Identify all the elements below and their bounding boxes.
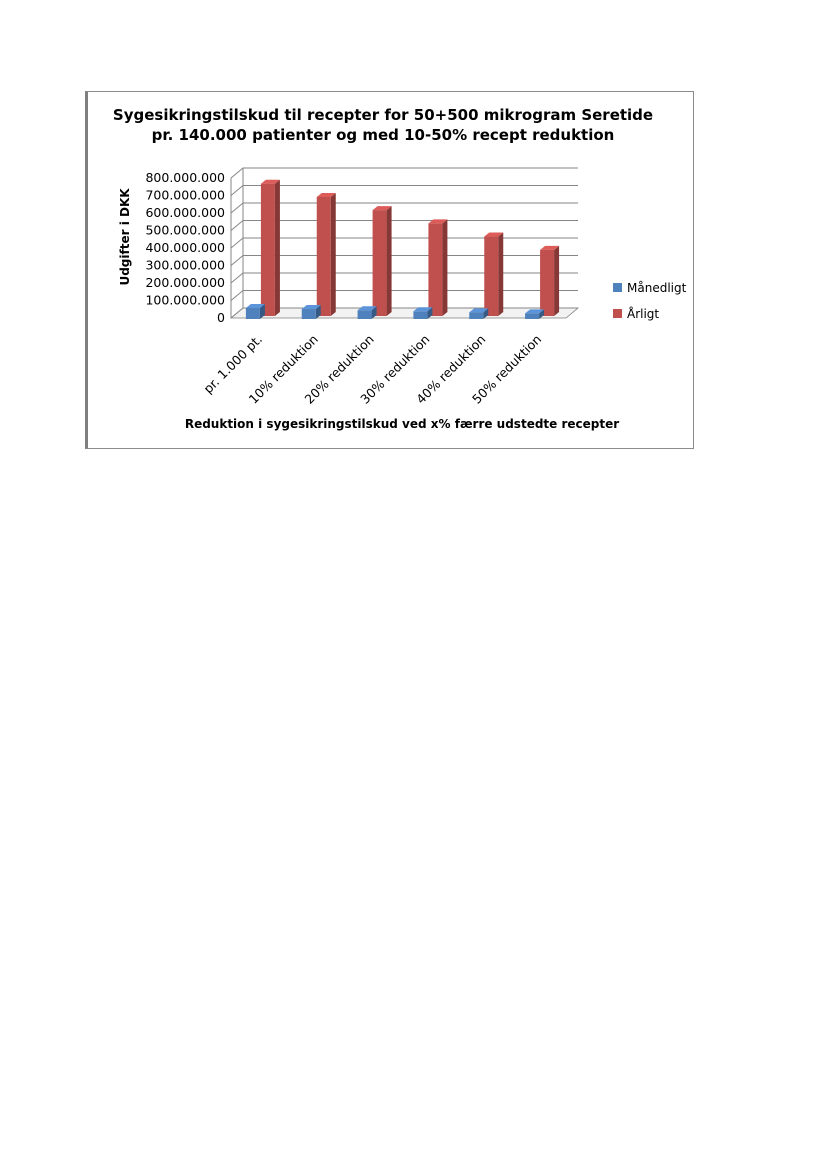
bar-maanedligt-front [525,313,539,319]
bar-aarligt-side [331,193,336,316]
chart-title-line-2: pr. 140.000 patienter og med 10-50% recept reduktion [151,126,615,144]
y-tick-label: 400.000.000 [145,240,225,255]
bar-aarligt-front [317,197,331,316]
bar-maanedligt-front [358,310,372,319]
bar-maanedligt [302,305,321,319]
bar-aarligt-front [373,210,387,316]
bar-aarligt-front [428,223,442,316]
x-tick-label: 10% reduktion [245,331,321,407]
bar-aarligt-front [484,237,498,316]
x-tick-label: 50% reduktion [468,331,545,407]
bar-aarligt [540,246,559,316]
bar-aarligt-front [540,250,554,316]
bar-aarligt [484,233,503,316]
bar-aarligt [317,193,336,316]
y-tick-label: 100.000.000 [145,292,225,308]
legend-label-aarligt: Årligt [627,307,660,321]
bar-maanedligt [246,304,265,319]
chart-title-line-1: Sygesikringstilskud til recepter for 50+500 mikrogram Seretide [112,106,654,124]
legend [613,281,687,321]
y-tick-label: 600.000.000 [145,205,225,220]
legend-swatch-aarligt [613,309,622,318]
bar-aarligt-side [442,219,447,316]
y-axis-ticks [145,170,225,325]
x-tick-label: pr. 1.000 pt. [200,331,266,397]
bar-aarligt-side [498,233,503,316]
bar-maanedligt [413,307,432,319]
bar-maanedligt-front [413,311,427,319]
chart-frame [85,91,694,449]
y-tick-label: 700.000.000 [145,187,225,203]
bar-maanedligt-front [469,312,483,319]
gridlines [231,168,578,318]
y-tick-label: 0 [217,310,225,325]
bar-aarligt [373,206,392,316]
bar-aarligt [428,219,447,316]
x-axis-title: Reduktion i sygesikringstilskud ved x% færre udstedte recepter [184,417,620,431]
bar-aarligt-side [387,206,392,316]
legend-swatch-maanedligt [613,283,622,292]
bar-aarligt-side [554,246,559,316]
y-tick-label: 300.000.000 [145,257,225,273]
y-axis-title: Udgifter i DKK [118,188,132,286]
bar-aarligt-side [275,180,280,316]
legend-label-maanedligt: Månedligt [627,281,687,295]
x-tick-label: 40% reduktion [413,331,489,407]
bar-aarligt-front [261,184,275,316]
bar-aarligt [261,180,280,316]
y-tick-label: 500.000.000 [145,222,225,238]
y-tick-label: 200.000.000 [145,275,225,290]
x-axis-ticks [200,332,544,407]
bar-maanedligt-front [302,309,316,319]
bar-maanedligt [358,306,377,319]
chart-canvas [88,92,694,448]
bar-maanedligt-front [246,308,260,319]
y-tick-label: 800.000.000 [145,170,225,185]
x-tick-label: 20% reduktion [301,331,377,407]
x-tick-label: 30% reduktion [357,331,433,407]
